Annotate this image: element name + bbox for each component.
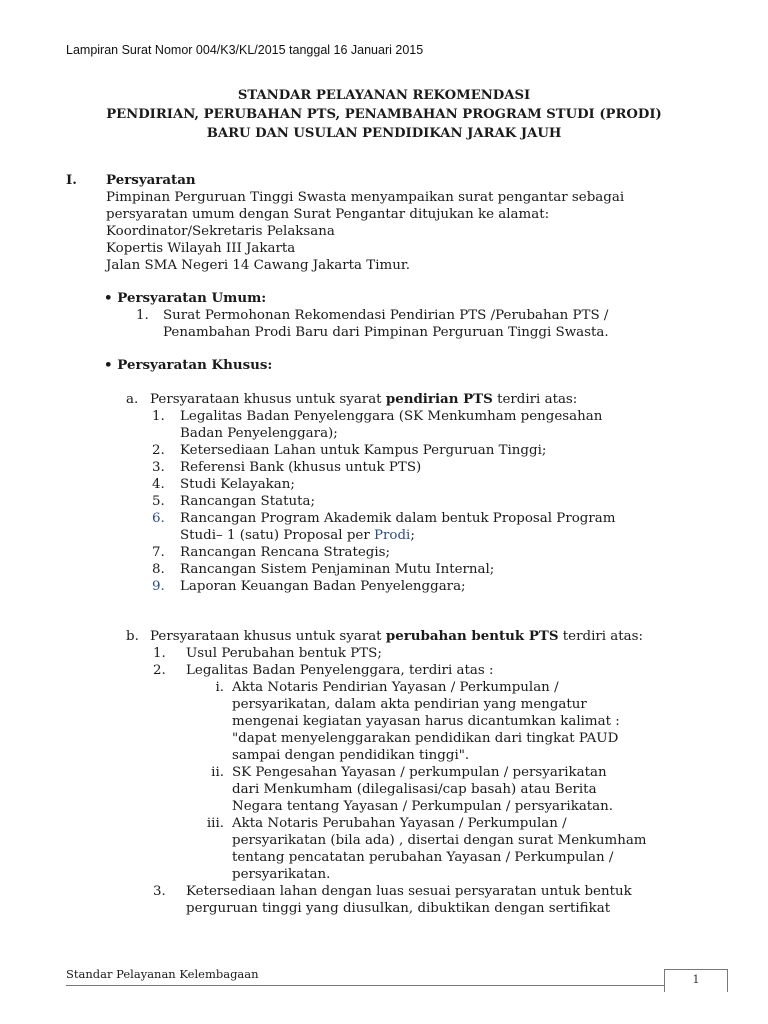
list-item bbox=[66, 510, 700, 544]
subsection-b bbox=[66, 628, 700, 645]
list-item bbox=[66, 561, 700, 578]
item-number: 7. bbox=[152, 545, 165, 560]
item-line: persyarikatan (bila ada) , disertai dengan surat Menkumham bbox=[232, 833, 647, 848]
document-title bbox=[60, 86, 708, 143]
item-line: Rancangan Sistem Penjaminan Mutu Internal; bbox=[180, 562, 495, 577]
item-number: 2. bbox=[152, 443, 165, 458]
item-line: Ketersediaan Lahan untuk Kampus Perguruan Tinggi; bbox=[180, 443, 547, 458]
item-line: persyarikatan, dalam akta pendirian yang mengatur bbox=[232, 697, 587, 712]
document-body bbox=[66, 172, 700, 917]
item-line: Penambahan Prodi Baru dari Pimpinan Perguruan Tinggi Swasta. bbox=[163, 325, 609, 340]
intro-line: Pimpinan Perguruan Tinggi Swasta menyampaikan surat pengantar sebagai bbox=[106, 190, 625, 205]
intro-line: Kopertis Wilayah III Jakarta bbox=[106, 241, 296, 256]
attachment-note: Lampiran Surat Nomor 004/K3/KL/2015 tanggal 16 Januari 2015 bbox=[66, 43, 424, 57]
intro-line: persyaratan umum dengan Surat Pengantar ditujukan ke alamat: bbox=[106, 207, 550, 222]
item-number: 3. bbox=[152, 460, 165, 475]
subsection-text: Persyarataan khusus untuk syarat bbox=[150, 629, 386, 644]
item-line: Legalitas Badan Penyelenggara (SK Menkumham pengesahan bbox=[180, 409, 603, 424]
item-line: Rancangan Program Akademik dalam bentuk Proposal Program bbox=[180, 511, 616, 526]
item-line: Usul Perubahan bentuk PTS; bbox=[186, 646, 382, 661]
list-item bbox=[66, 662, 700, 679]
item-number: 8. bbox=[152, 562, 165, 577]
item-text: Studi– 1 (satu) Proposal per bbox=[180, 528, 374, 543]
item-number: 3. bbox=[153, 884, 166, 899]
sub-list-item bbox=[66, 815, 700, 883]
item-line: Rancangan Statuta; bbox=[180, 494, 315, 509]
list-item bbox=[66, 307, 700, 341]
subsection-text: terdiri atas: bbox=[558, 629, 644, 644]
item-line: Badan Penyelenggara); bbox=[180, 426, 338, 441]
umum-heading bbox=[104, 290, 700, 307]
item-number: 6. bbox=[152, 511, 165, 526]
item-line: SK Pengesahan Yayasan / perkumpulan / persyarikatan bbox=[232, 765, 607, 780]
item-line: Negara tentang Yayasan / Perkumpulan / persyarikatan. bbox=[232, 799, 614, 814]
section-title: Persyaratan bbox=[106, 172, 196, 188]
khusus-heading bbox=[104, 357, 700, 374]
item-line: Studi Kelayakan; bbox=[180, 477, 295, 492]
page-number: 1 bbox=[692, 973, 700, 986]
item-number: 1. bbox=[136, 308, 149, 323]
item-line: Ketersediaan lahan dengan luas sesuai persyaratan untuk bentuk bbox=[186, 884, 632, 899]
list-item bbox=[66, 442, 700, 459]
list-item bbox=[66, 476, 700, 493]
item-line: mengenai kegiatan yayasan harus dicantumkan kalimat : bbox=[232, 714, 620, 729]
item-line: Rancangan Rencana Strategis; bbox=[180, 545, 391, 560]
item-text: ; bbox=[410, 528, 415, 543]
item-number: i. bbox=[215, 680, 224, 695]
bullet-icon: • bbox=[104, 357, 113, 373]
intro-line: Koordinator/Sekretaris Pelaksana bbox=[106, 224, 335, 239]
sub-list-item bbox=[66, 679, 700, 764]
footer-divider bbox=[66, 985, 664, 986]
item-number: iii. bbox=[206, 816, 224, 831]
item-line: Akta Notaris Pendirian Yayasan / Perkumpulan / bbox=[232, 680, 559, 695]
item-line: dari Menkumham (dilegalisasi/cap basah) atau Berita bbox=[232, 782, 597, 797]
list-item bbox=[66, 883, 700, 917]
item-number: 1. bbox=[153, 646, 166, 661]
subsection-label: b. bbox=[126, 629, 139, 644]
item-line: sampai dengan pendidikan tinggi". bbox=[232, 748, 470, 763]
item-number: 5. bbox=[152, 494, 165, 509]
umum-title: Persyaratan Umum: bbox=[117, 290, 267, 306]
list-item bbox=[66, 408, 700, 442]
intro-line: Jalan SMA Negeri 14 Cawang Jakarta Timur. bbox=[106, 258, 411, 273]
list-item bbox=[66, 493, 700, 510]
subsection-a bbox=[66, 391, 700, 408]
section-number: I. bbox=[66, 172, 77, 188]
item-line: Referensi Bank (khusus untuk PTS) bbox=[180, 460, 422, 475]
prodi-link: Prodi bbox=[373, 528, 411, 543]
title-line: BARU DAN USULAN PENDIDIKAN JARAK JAUH bbox=[206, 126, 562, 141]
item-line: perguruan tinggi yang diusulkan, dibuktikan dengan sertifikat bbox=[186, 901, 611, 916]
subsection-emphasis: perubahan bentuk PTS bbox=[385, 628, 559, 644]
subsection-label: a. bbox=[126, 392, 139, 407]
item-number: 2. bbox=[153, 663, 166, 678]
item-line: Legalitas Badan Penyelenggara, terdiri atas : bbox=[186, 663, 494, 678]
khusus-title: Persyaratan Khusus: bbox=[117, 357, 273, 373]
list-item bbox=[66, 645, 700, 662]
page-number-box bbox=[664, 969, 728, 992]
list-item bbox=[66, 578, 700, 595]
item-line: Akta Notaris Perubahan Yayasan / Perkumpulan / bbox=[232, 816, 567, 831]
section-heading bbox=[66, 172, 700, 189]
item-line: persyarikatan. bbox=[232, 867, 331, 882]
item-line: "dapat menyelenggarakan pendidikan dari tingkat PAUD bbox=[232, 731, 619, 746]
item-line: Surat Permohonan Rekomendasi Pendirian PTS /Perubahan PTS / bbox=[163, 308, 609, 323]
item-number: 1. bbox=[152, 409, 165, 424]
item-number: 4. bbox=[152, 477, 165, 492]
title-line: STANDAR PELAYANAN REKOMENDASI bbox=[237, 88, 531, 103]
item-line: tentang pencatatan perubahan Yayasan / Perkumpulan / bbox=[232, 850, 614, 865]
title-line: PENDIRIAN, PERUBAHAN PTS, PENAMBAHAN PROGRAM STUDI (PRODI) bbox=[106, 107, 662, 122]
list-item bbox=[66, 459, 700, 476]
item-line: Laporan Keuangan Badan Penyelenggara; bbox=[180, 579, 466, 594]
subsection-text: terdiri atas: bbox=[492, 392, 578, 407]
bullet-icon: • bbox=[104, 290, 113, 306]
subsection-emphasis: pendirian PTS bbox=[385, 391, 493, 407]
item-number: 9. bbox=[152, 579, 165, 594]
item-line bbox=[180, 527, 700, 544]
subsection-text: Persyarataan khusus untuk syarat bbox=[150, 392, 386, 407]
list-item bbox=[66, 544, 700, 561]
sub-list-item bbox=[66, 764, 700, 815]
footer-text: Standar Pelayanan Kelembagaan bbox=[66, 967, 259, 981]
item-number: ii. bbox=[211, 765, 224, 780]
